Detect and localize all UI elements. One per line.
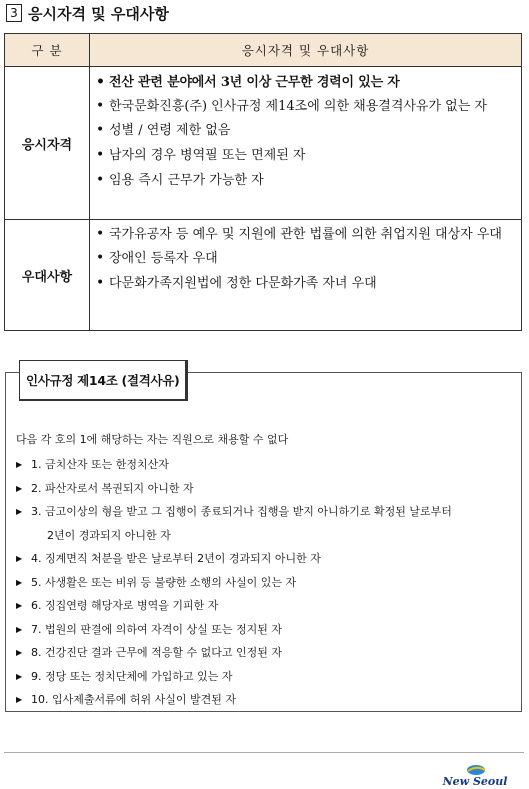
header-category: 구 분 — [5, 34, 90, 67]
list-item: • 성별 / 연령 제한 없음 — [96, 118, 513, 143]
section-number: 3 — [6, 4, 22, 22]
triangle-bullet-icon: ▶ — [16, 460, 23, 469]
rules-list — [16, 453, 511, 712]
rule-item — [16, 500, 511, 547]
rule-item — [16, 594, 511, 618]
rule-number: 10. — [31, 693, 49, 706]
new-seoul-logo — [432, 762, 518, 788]
disqualification-rules-box — [5, 372, 522, 712]
rule-item — [16, 571, 511, 595]
rule-item — [16, 453, 511, 477]
qualifications-list — [96, 70, 513, 193]
triangle-bullet-icon: ▶ — [16, 601, 23, 610]
list-item: • 남자의 경우 병역필 또는 면제된 자 — [96, 143, 513, 168]
triangle-bullet-icon: ▶ — [16, 695, 23, 704]
rule-text: 금치산자 또는 한정치산자 — [45, 458, 169, 471]
triangle-bullet-icon: ▶ — [16, 483, 23, 493]
table-row-qualifications — [5, 67, 522, 220]
list-item: • 한국문화진흥(주) 인사규정 제14조에 의한 채용결격사유가 없는 자 — [96, 95, 513, 118]
rule-number: 6. — [31, 599, 42, 612]
rule-text-continued: 2년이 경과되지 아니한 자 — [47, 528, 171, 542]
footer-divider — [4, 752, 524, 753]
list-item: • 다문화가족지원법에 정한 다문화가족 자녀 우대 — [96, 271, 513, 296]
rule-text: 사생활은 또는 비위 등 불량한 소행의 사실이 있는 자 — [45, 575, 297, 589]
section-heading — [6, 2, 169, 24]
list-item: • 임용 즉시 근무가 가능한 자 — [96, 168, 513, 193]
rule-number: 1. — [31, 458, 42, 471]
triangle-bullet-icon: ▶ — [16, 624, 23, 634]
rule-text: 파산자로서 복권되지 아니한 자 — [45, 481, 194, 495]
row-content-qualifications — [90, 67, 522, 220]
rule-number: 8. — [31, 646, 42, 659]
rules-intro: 다음 각 호의 1에 해당하는 자는 직원으로 채용할 수 없다 — [16, 433, 289, 446]
triangle-bullet-icon: ▶ — [16, 554, 23, 563]
triangle-bullet-icon: ▶ — [16, 648, 23, 657]
rule-text: 징집연령 해당자로 병역을 기피한 자 — [45, 599, 219, 612]
rule-text: 건강진단 결과 근무에 적응할 수 없다고 인정된 자 — [45, 646, 282, 659]
rule-item — [16, 641, 511, 665]
preferences-list — [96, 223, 513, 296]
rule-number: 4. — [31, 552, 42, 565]
rule-number: 2. — [31, 481, 42, 495]
rule-item — [16, 688, 511, 712]
rule-text: 징계면직 처분을 받은 날로부터 2년이 경과되지 아니한 자 — [45, 552, 321, 565]
triangle-bullet-icon: ▶ — [16, 507, 23, 516]
section-title: 응시자격 및 우대사항 — [28, 4, 169, 23]
header-content: 응시자격 및 우대사항 — [90, 34, 522, 67]
row-content-preferences — [90, 220, 522, 331]
rule-text: 입사제출서류에 허위 사실이 발견된 자 — [52, 693, 237, 706]
rule-item — [16, 618, 511, 642]
list-item: • 전산 관련 분야에서 3년 이상 근무한 경력이 있는 자 — [96, 70, 513, 95]
table-row-preferences — [5, 220, 522, 331]
rule-item — [16, 665, 511, 689]
qualifications-table — [4, 33, 522, 331]
rule-item — [16, 547, 511, 571]
rules-title: 인사규정 제14조 (결격사유) — [19, 360, 188, 401]
list-item: • 장애인 등록자 우대 — [96, 246, 513, 271]
rule-number: 7. — [31, 622, 42, 636]
rule-text: 정당 또는 정치단체에 가입하고 있는 자 — [45, 669, 233, 683]
rule-number: 9. — [31, 669, 42, 683]
rule-text: 금고이상의 형을 받고 그 집행이 종료되거나 집행을 받지 아니하기로 확정된 날로부터 — [45, 505, 452, 518]
row-label-qualifications: 응시자격 — [5, 67, 90, 220]
rule-text: 법원의 판결에 의하여 자격이 상실 또는 정지된 자 — [45, 622, 282, 636]
triangle-bullet-icon: ▶ — [16, 577, 23, 587]
rule-item — [16, 477, 511, 501]
triangle-bullet-icon: ▶ — [16, 671, 23, 681]
table-header-row — [5, 34, 522, 67]
row-label-preferences: 우대사항 — [5, 220, 90, 331]
rule-number: 5. — [31, 575, 42, 589]
rule-number: 3. — [31, 505, 42, 518]
list-item: • 국가유공자 등 예우 및 지원에 관한 법률에 의한 취업지원 대상자 우대 — [96, 223, 513, 246]
logo-text: New Seoul — [442, 775, 508, 788]
